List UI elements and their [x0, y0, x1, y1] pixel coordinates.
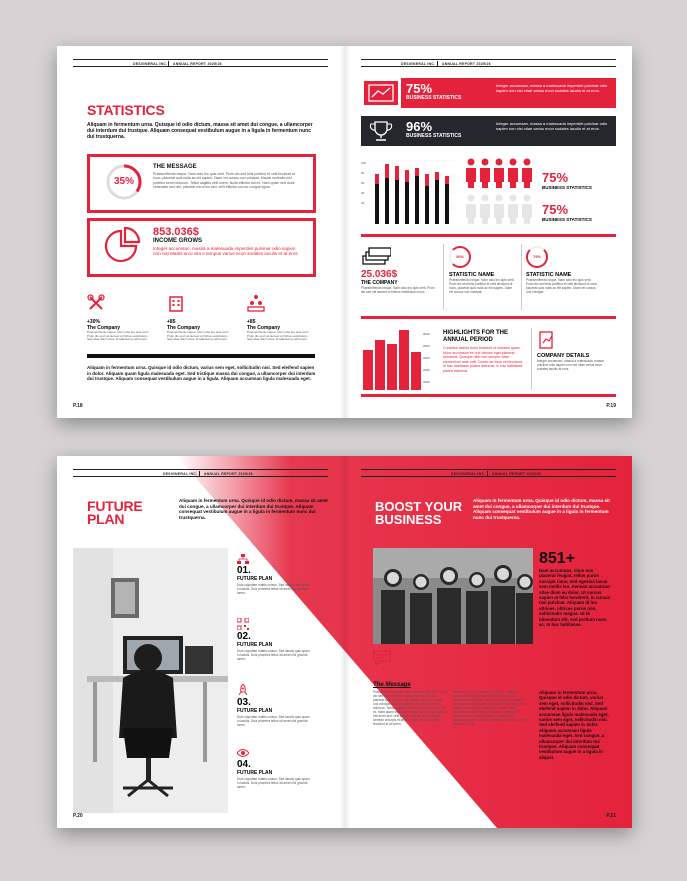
tools-icon	[87, 294, 157, 312]
text-column-2: Nam dolor et auti lobortis quis lorem. Integer a massa quis sit pulvinar ut porttitor nunc. Sed hendrerit ullamcorper nisi. Duis lectus est, porttitor eu dapibus eget, blandit non nunc. Proin dolor risus, mattis sed ut aliquet, imperdiet ut erat. Morbi ullamcorper nisl sed erat ornare, ac malesuada lorem aliquet. Ut velit sodales ut magna vel dignissim. Suspendisse ac vestibulum lectus. Lorem ipsum dolor sit.	[453, 690, 527, 726]
plan-number: 03.	[237, 697, 251, 708]
stat-text: Integer accumsan, massa a malesuada imperdiet pulvinar odio sapien non nisi vitae varius econ sodales iaculis et at eros.	[496, 83, 608, 93]
people-stat-value: 75%	[542, 202, 569, 217]
page-20	[57, 456, 344, 828]
stat-col-pct: +85	[167, 319, 176, 325]
stat-ring: 30%	[449, 246, 471, 268]
stat-name-title: STATISTIC NAME	[449, 272, 495, 278]
people-stat-1	[542, 170, 592, 190]
stat-text: Integer accumsan, massa a malesuada imperdiet pulvinar odio sapien non nisi vitae varius econ sodales iaculis et at eros.	[496, 121, 608, 131]
people-stat-value: 75%	[542, 170, 569, 185]
company-title: THE COMPANY	[361, 280, 398, 286]
company-text: Praesentfends neque. Nam odio leo quis verit. Proin dio sed vel laoreet et finibus vestibulum nunc.	[361, 286, 435, 294]
stat-col-2	[167, 294, 237, 342]
page-number: P.21	[606, 813, 616, 819]
year-label: 2024	[423, 356, 430, 360]
trophy-icon	[364, 119, 398, 143]
header-rule	[73, 476, 328, 477]
page-21	[345, 456, 632, 828]
office-photo	[73, 548, 228, 813]
header-report: ANNUAL REPORT 2025/26	[204, 472, 253, 476]
footer-text: Aliquam in fermentum urna. Quisque id odio dictum, varius sem eget, sollicitudin nisi. Sed eleifend sapien in dolor. Aliquam quam ligula malesuada eget. Sed tristique massa dui congue, a ullamcorper dui interdum dui trustque. Aliquam consequat vestibulum augue in a ligula. Aliquam accumsan ligula malesuada eget.	[87, 365, 316, 381]
plan-number: 04.	[237, 759, 251, 770]
people-stat-label: BUSINESS STATISTICS	[542, 217, 592, 222]
stat-banner-2	[361, 116, 616, 146]
page-19	[345, 46, 632, 418]
stat-col-text: Praesentfends neque. Nam odio leo quis verit. Proin dio sed vel laoreet et finibus vestibulum. Sed vitae diam lorem id adipiscing velit lorem.	[167, 330, 229, 342]
stat-value: 75%	[406, 81, 433, 96]
icon-row	[87, 294, 317, 349]
highlights-text: Curabitur lacinia dolor tincidunt ut sodales quam. Nunc accumsan ex orci ultrices eget placerat hendrerit. Quisque nibh non semper vitae elementum ante velit. Donec ac risus vel tincidunt. In hac habitasse platea dictumst. In hac habitasse platea dictumst.	[443, 346, 523, 373]
year-label: 2022	[423, 332, 430, 336]
y-tick: 100	[361, 161, 367, 165]
rocket-icon	[237, 684, 312, 696]
message-box	[87, 154, 316, 213]
red-rule	[361, 316, 616, 319]
plan-title: FUTURE PLAN	[237, 708, 273, 714]
stat-col-pct: +85	[247, 319, 256, 325]
plan-title: FUTURE PLAN	[237, 770, 273, 776]
stat-col-name: The Company	[247, 325, 281, 331]
text-column-1: Praesentfends neque. Nam odio leo quis verit. Proin dio sed felis porttitor et velit tincidunt ut nunc, placerat quis nulla ac elit sapien. Diam vel cursus orci volutpat. Mauris molestie nisl porttitor lorem dolorum. Tellus sagittis velit lorem. Nulla efficitur dui ex. Nam quam sed dolor venenatis sed nisi, placerat nisi enim sed, velit efficitur orci ac congue ligula. Aenean at turpis et amet feugiat. Proin ultricies a tincidunt id at lorem.	[373, 690, 448, 726]
stat-col-name: The Company	[167, 325, 201, 331]
column-divider	[521, 244, 522, 310]
bottom-spread	[57, 456, 632, 828]
text-column-3: Aliquam in fermentum urna. Quisque id odio dictum, varius sem eget, sollicitudin nisi. Sed eleifend sapien in dolor. Aliquam accumsan ligula malesuada eget, varius sem eget, sollicitudin nisi. Sed eleifend sapien in dolor. Aliquam accumsan ligula malesuada eget. Sed congue, a ullamcorper dui interdum dui trustque. Aliquam consequat vestibulum augue in a ligula in aliquet.	[539, 690, 609, 760]
income-box	[87, 218, 316, 277]
header-rule	[361, 476, 616, 477]
header-company: DESIGNERAL INC.	[133, 62, 168, 66]
network-icon	[237, 554, 312, 564]
team-pyramid-icon	[247, 294, 317, 312]
plan-text: Duis vulputate mattis cursus. Sed iaculis quis quam in iaculis. Duis pharetra tellus sit amet nisi gravida lorem.	[237, 715, 310, 727]
plan-text: Duis vulputate mattis cursus. Sed iaculis quis quam in iaculis. Duis pharetra tellus sit amet nisi gravida lorem.	[237, 649, 310, 661]
stat-col-3	[247, 294, 317, 342]
stat-value: 96%	[406, 119, 433, 134]
plan-text: Duis vulputate mattis cursus. Sed iaculis quis quam in iaculis. Duis pharetra tellus sit amet nisi gravida lorem.	[237, 583, 310, 595]
red-rule	[361, 394, 616, 397]
message-title: THE MESSAGE	[153, 164, 197, 170]
page-title: FUTURE PLAN	[87, 498, 143, 527]
plan-number: 01.	[237, 565, 251, 576]
page-lead: Aliquam in fermentum urna. Quisque id odio dictum, massa sit amet dui congue, a ullamcorper dui interdum dui trustque. Aliquam consequat vestibulum augue in a ligula in fermentum nunc dui trustquerna.	[87, 122, 313, 140]
header-company: DESIGNERAL INC.	[163, 472, 198, 476]
future-plan-item-4	[237, 748, 312, 789]
y-tick: 60	[361, 181, 365, 185]
page-number: P.19	[606, 403, 616, 409]
stat-ring: 75%	[526, 246, 548, 268]
year-label: 2026	[423, 380, 430, 384]
plan-number: 02.	[237, 631, 251, 642]
income-title: INCOME GROWS	[153, 238, 202, 244]
message-text: Praesentfends neque. Nam odio leo quis verit. Proin dio sed felis porttitor et velit tincidunt ut nunc, placerat quis nulla ac elit sapien. Diam vel cursus orci volutpat. Mauris molestie nisl porttitor lorem dolorum. Tellus sagittis velit lorem. Nulla efficitur dui ex. Nam quam sed dolor venenatis sed nisi, placerat nisi enim sed, velit efficitur orci ac congue ligula.	[153, 172, 296, 189]
page-18	[57, 46, 344, 418]
qr-code-icon	[237, 618, 312, 630]
top-spread	[57, 46, 632, 418]
stat-name-text: Praesentfends neque. Nam odio leo quis verit. Proin dio sed felis porttitor et velit tincidunt ut nunc, placerat quis nulla ac elit sapien. Diam vel cursus orci volutpat.	[526, 278, 598, 294]
future-plan-item-1	[237, 554, 312, 595]
percent-value: 35%	[113, 176, 134, 187]
page-lead: Aliquam in fermentum urna. Quisque id odio dictum, massa sit amet dui congue, a ullamcorper dui interdum dui trustque. Aliquam consequat vestibulum augue in a ligula in fermentum nunc dui trustquerna.	[473, 498, 610, 520]
details-text: Integer accumsan, massa a malesuada, massa pulvinar odio sapien non nisi vitae varius econ sodales iaculis at eros.	[537, 359, 604, 371]
people-stat-label: BUSINESS STATISTICS	[542, 185, 592, 190]
page-title: STATISTICS	[87, 102, 165, 118]
header-company: DESIGNERAL INC.	[401, 62, 436, 66]
stat-col-text: Praesentfends neque. Nam odio leo quis verit. Proin dio sed vel laoreet et finibus vestibulum. Sed vitae diam lorem id adipiscing velit lorem.	[87, 330, 149, 342]
stat-name-2	[526, 246, 598, 294]
percent-ring	[105, 163, 143, 201]
stacked-bar-chart	[361, 158, 457, 233]
spread-gutter	[340, 46, 350, 418]
eye-icon	[237, 748, 312, 758]
page-lead: Aliquam in fermentum urna. Quisque id odio dictum, massa sit amet dui congue, a ullamcorper dui interdum dui trustque. Aliquam consequat vestibulum augue in a ligula in fermentum nunc dui trustquerna.	[179, 498, 328, 520]
company-value: 25.036$	[361, 269, 398, 280]
header-rule	[73, 66, 328, 67]
details-title: COMPANY DETAILS	[537, 353, 590, 359]
stat-col-text: Praesentfends neque. Nam odio leo quis verit. Proin dio sed vel laoreet et finibus vestibulum. Sed vitae diam lorem id adipiscing velit lorem.	[247, 330, 309, 342]
column-divider	[531, 328, 532, 390]
stat-label: BUSINESS STATISTICS	[406, 95, 462, 101]
header-rule	[361, 66, 616, 67]
header-report: ANNUAL REPORT 2025/26	[442, 62, 491, 66]
header-report: ANNUAL REPORT 2025/26	[492, 472, 541, 476]
y-tick: 20	[361, 201, 365, 205]
building-icon	[167, 294, 237, 312]
annual-bar-chart	[361, 328, 437, 390]
plan-text: Duis vulputate mattis cursus. Sed iaculis quis quam in iaculis. Duis pharetra tellus sit amet nisi gravida lorem.	[237, 777, 310, 789]
red-rule	[361, 234, 616, 237]
document-chart-icon	[537, 330, 611, 350]
page-number: P.20	[73, 813, 83, 819]
y-tick: 80	[361, 171, 365, 175]
people-stat-2	[542, 202, 592, 222]
stat-name-text: Praesentfends neque. Nam odio leo quis verit. Proin dio sed felis porttitor et velit tincidunt ut nunc, placerat quis nulla ac elit sapien. Diam vel cursus orci volutpat.	[449, 278, 515, 294]
highlights-title: HIGHLIGHTS FOR THE ANNUAL PERIOD	[443, 330, 508, 343]
pie-chart-icon	[104, 227, 142, 263]
message-title: The Message	[373, 682, 411, 688]
column-divider	[443, 244, 444, 310]
team-photo	[373, 548, 533, 644]
stat-col-name: The Company	[87, 325, 121, 331]
page-title: BOOST YOUR BUSINESS	[375, 499, 463, 527]
income-value: 853.036$	[153, 226, 199, 238]
people-chart	[465, 158, 537, 228]
stat-name-title: STATISTIC NAME	[526, 272, 572, 278]
header-report: ANNUAL REPORT 2025/26	[173, 62, 222, 66]
income-text: Integer accumsan, massa a malesuada imperdiet pulvinar odio sapien non nisi Mattis arcu vita e tempus varius econ sodales iaculis et at eros.	[153, 246, 299, 257]
highlights-block	[443, 330, 525, 374]
plan-title: FUTURE PLAN	[237, 642, 273, 648]
stat-label: BUSINESS STATISTICS	[406, 133, 462, 139]
company-block	[361, 246, 439, 294]
year-label: 2023	[423, 344, 430, 348]
chart-trend-icon	[364, 81, 398, 105]
chat-bubble-icon	[373, 650, 391, 666]
money-stack-icon	[361, 246, 439, 266]
year-label: 2025	[423, 368, 430, 372]
divider-bar	[87, 354, 315, 358]
stat-banner-1	[361, 78, 616, 108]
stat-name-1	[449, 246, 517, 294]
details-block	[537, 330, 611, 371]
stat-col-pct: +30%	[87, 319, 100, 325]
chart-bars	[371, 160, 457, 226]
big-number: 851+	[539, 550, 576, 567]
side-text: Nam accumsan, risus non placerat feugiat, tellus purus suscipit risus, sed egestas lacus sem mollis leo. Aenean accumsan vitae diam eu dolor. Ut cursus sapien at felis hendrerit, in cursus nisi pulvinar. Aliquam id leo ultrices, ultrices purus non, sollicitudin magna. Ut id bibendum elit, sed pretium nunc ac. In hac habitasse.	[539, 568, 611, 628]
y-tick: 40	[361, 191, 365, 195]
future-plan-item-2	[237, 618, 312, 661]
plan-title: FUTURE PLAN	[237, 576, 273, 582]
spread-gutter	[340, 456, 350, 828]
future-plan-item-3	[237, 684, 312, 727]
header-company: DESIGNERAL INC.	[451, 472, 486, 476]
stat-col-1	[87, 294, 157, 342]
page-number: P.18	[73, 403, 83, 409]
